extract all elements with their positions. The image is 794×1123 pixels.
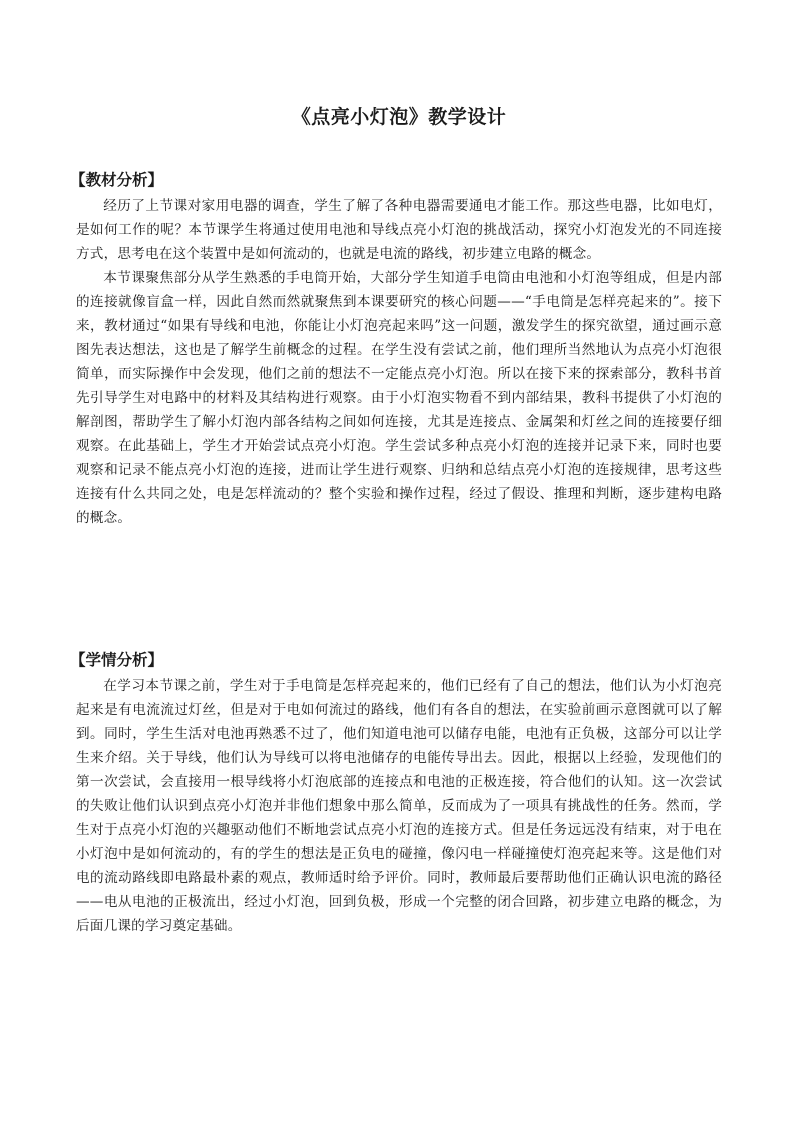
section-heading: 【教材分析】 bbox=[70, 171, 164, 189]
section-heading: 【学情分析】 bbox=[70, 651, 164, 669]
paragraph: 经历了上节课对家用电器的调查，学生了解了各种电器需要通电才能工作。那这些电器，比如电灯，是如何工作的呢？本节课学生将通过使用电池和导线点亮小灯泡的挑战活动，探究小灯泡发光的不同连接方式，思考电在这个装置中是如何流动的，也就是电流的路线，初步建立电路的概念。 bbox=[76, 198, 722, 262]
section-textbook-analysis bbox=[70, 168, 722, 530]
section-student-analysis bbox=[70, 648, 722, 938]
paragraph: 本节课聚焦部分从学生熟悉的手电筒开始，大部分学生知道手电筒由电池和小灯泡等组成，但是内部的连接就像盲盒一样，因此自然而然就聚焦到本课要研究的核心问题——“手电筒是怎样亮起来的”。接下来，教材通过“如果有导线和电池，你能让小灯泡亮起来吗”这一问题，激发学生的探究欲望，通过画示意图先表达想法，这也是了解学生前概念的过程。在学生没有尝试之前，他们理所当然地认为点亮小灯泡很简单，而实际操作中会发现，他们之前的想法不一定能点亮小灯泡。所以在接下来的探索部分，教科书首先引导学生对电路中的材料及其结构进行观察。由于小灯泡实物看不到内部结果，教科书提供了小灯泡的解剖图，帮助学生了解小灯泡内部各结构之间如何连接，尤其是连接点、金属架和灯丝之间的连接要仔细观察。在此基础上，学生才开始尝试点亮小灯泡。学生尝试多种点亮小灯泡的连接并记录下来，同时也要观察和记录不能点亮小灯泡的连接，进而让学生进行观察、归纳和总结点亮小灯泡的连接规律，思考这些连接有什么共同之处，电是怎样流动的？整个实验和操作过程，经过了假设、推理和判断，逐步建构电路的概念。 bbox=[76, 270, 722, 526]
paragraph: 在学习本节课之前，学生对于手电筒是怎样亮起来的，他们已经有了自己的想法，他们认为小灯泡亮起来是有电流流过灯丝，但是对于电如何流过的路线，他们有各自的想法，在实验前画示意图就可以了解到。同时，学生生活对电池再熟悉不过了，他们知道电池可以储存电能，电池有正负极，这部分可以让学生来介绍。关于导线，他们认为导线可以将电池储存的电能传导出去。因此，根据以上经验，发现他们的第一次尝试，会直接用一根导线将小灯泡底部的连接点和电池的正极连接，符合他们的认知。这一次尝试的失败让他们认识到点亮小灯泡并非他们想象中那么简单，反而成为了一项具有挑战性的任务。然而，学生对于点亮小灯泡的兴趣驱动他们不断地尝试点亮小灯泡的连接方式。但是任务远远没有结束，对于电在小灯泡中是如何流动的，有的学生的想法是正负电的碰撞，像闪电一样碰撞使灯泡亮起来等。这是他们对电的流动路线即电路最朴素的观点，教师适时给予评价。同时，教师最后要帮助他们正确认识电流的路径——电从电池的正极流出，经过小灯泡，回到负极，形成一个完整的闭合回路，初步建立电路的概念，为后面几课的学习奠定基础。 bbox=[76, 678, 722, 934]
document-title: 《点亮小灯泡》教学设计 bbox=[291, 106, 507, 128]
